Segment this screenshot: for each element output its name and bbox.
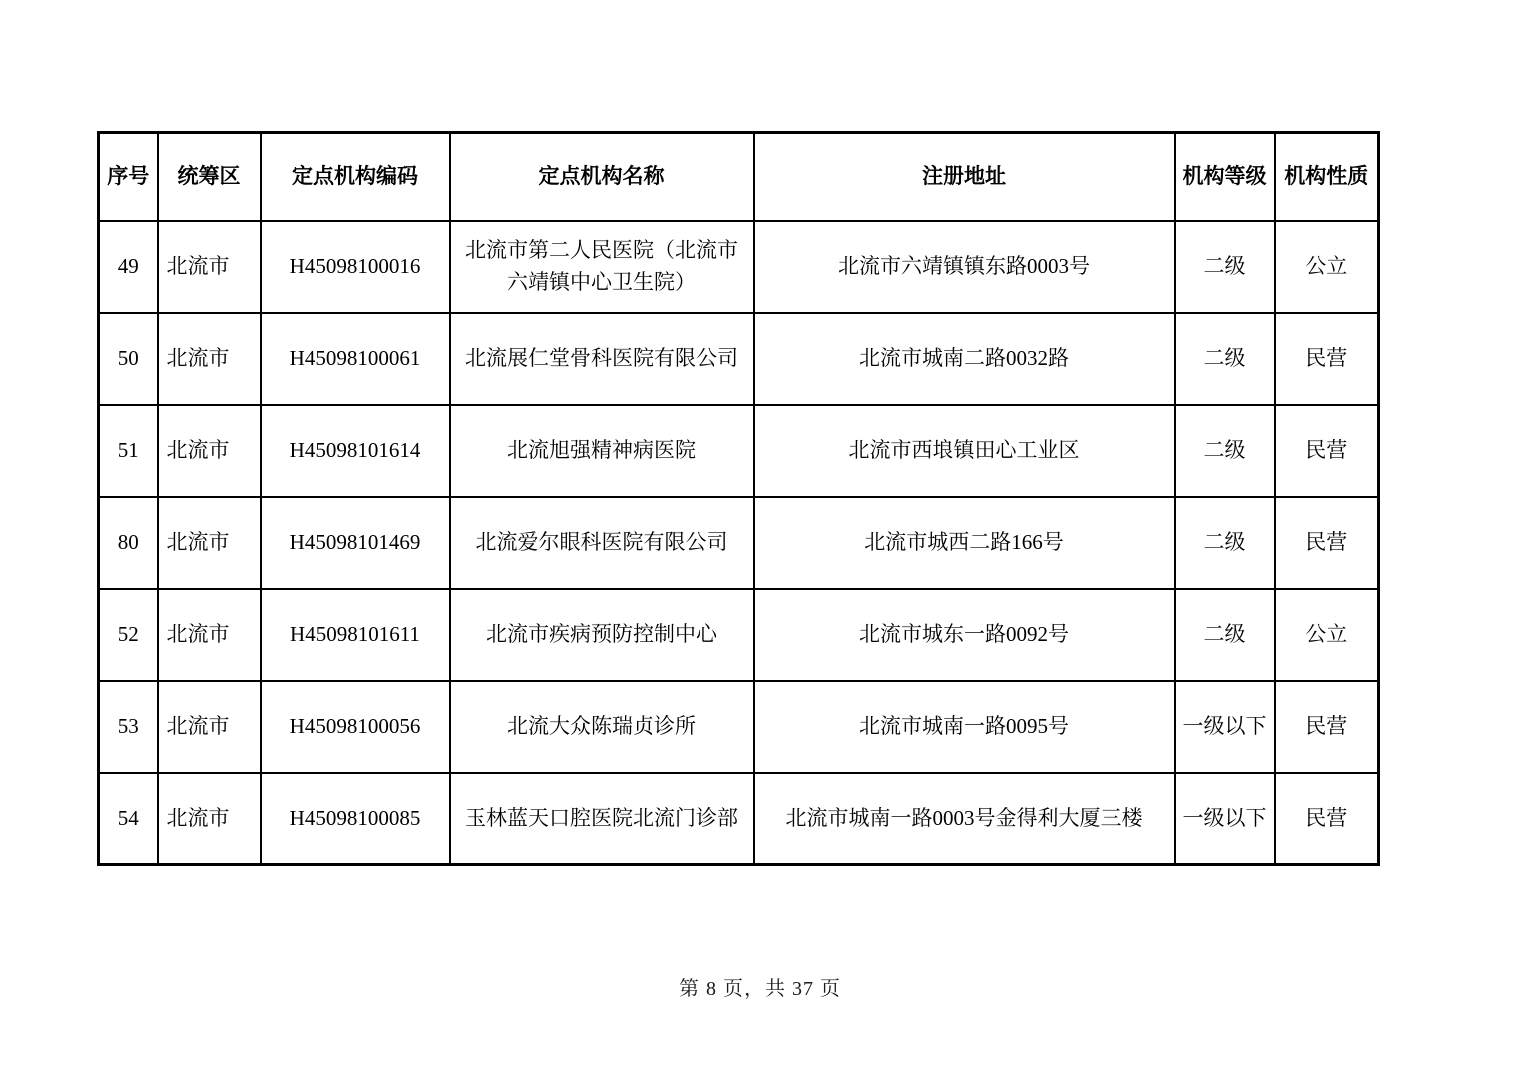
- cell-name: 北流市疾病预防控制中心: [450, 589, 754, 681]
- header-code: 定点机构编码: [261, 133, 450, 221]
- cell-level: 二级: [1175, 497, 1275, 589]
- cell-code: H45098100085: [261, 773, 450, 865]
- cell-code: H45098100061: [261, 313, 450, 405]
- cell-code: H45098101469: [261, 497, 450, 589]
- cell-seq: 52: [99, 589, 158, 681]
- cell-name: 北流大众陈瑞贞诊所: [450, 681, 754, 773]
- cell-code: H45098101611: [261, 589, 450, 681]
- header-name: 定点机构名称: [450, 133, 754, 221]
- cell-region: 北流市: [158, 313, 261, 405]
- cell-region: 北流市: [158, 681, 261, 773]
- table-row: [99, 589, 1379, 681]
- cell-region: 北流市: [158, 773, 261, 865]
- cell-nature: 民营: [1275, 405, 1379, 497]
- cell-address: 北流市城西二路166号: [754, 497, 1175, 589]
- header-level: 机构等级: [1175, 133, 1275, 221]
- cell-address: 北流市西埌镇田心工业区: [754, 405, 1175, 497]
- table-row: [99, 405, 1379, 497]
- cell-region: 北流市: [158, 589, 261, 681]
- cell-nature: 民营: [1275, 681, 1379, 773]
- cell-region: 北流市: [158, 221, 261, 313]
- cell-name: 北流旭强精神病医院: [450, 405, 754, 497]
- institutions-table: [97, 131, 1380, 866]
- cell-address: 北流市城南一路0003号金得利大厦三楼: [754, 773, 1175, 865]
- cell-level: 二级: [1175, 589, 1275, 681]
- cell-address: 北流市城东一路0092号: [754, 589, 1175, 681]
- cell-name: 北流市第二人民医院（北流市六靖镇中心卫生院）: [450, 221, 754, 313]
- cell-nature: 民营: [1275, 773, 1379, 865]
- table-row: [99, 681, 1379, 773]
- header-region: 统筹区: [158, 133, 261, 221]
- cell-seq: 49: [99, 221, 158, 313]
- cell-name: 北流展仁堂骨科医院有限公司: [450, 313, 754, 405]
- cell-address: 北流市六靖镇镇东路0003号: [754, 221, 1175, 313]
- cell-code: H45098100056: [261, 681, 450, 773]
- cell-seq: 54: [99, 773, 158, 865]
- table-row: [99, 313, 1379, 405]
- cell-level: 一级以下: [1175, 773, 1275, 865]
- cell-seq: 50: [99, 313, 158, 405]
- cell-address: 北流市城南一路0095号: [754, 681, 1175, 773]
- cell-nature: 公立: [1275, 221, 1379, 313]
- cell-nature: 民营: [1275, 313, 1379, 405]
- cell-nature: 公立: [1275, 589, 1379, 681]
- cell-seq: 80: [99, 497, 158, 589]
- table-row: [99, 773, 1379, 865]
- header-nature: 机构性质: [1275, 133, 1379, 221]
- cell-seq: 51: [99, 405, 158, 497]
- cell-level: 二级: [1175, 221, 1275, 313]
- cell-level: 一级以下: [1175, 681, 1275, 773]
- cell-code: H45098100016: [261, 221, 450, 313]
- cell-name: 北流爱尔眼科医院有限公司: [450, 497, 754, 589]
- page-number: 第 8 页，共 37 页: [679, 978, 841, 1000]
- cell-region: 北流市: [158, 405, 261, 497]
- cell-level: 二级: [1175, 313, 1275, 405]
- cell-code: H45098101614: [261, 405, 450, 497]
- cell-address: 北流市城南二路0032路: [754, 313, 1175, 405]
- cell-level: 二级: [1175, 405, 1275, 497]
- header-seq: 序号: [99, 133, 158, 221]
- cell-seq: 53: [99, 681, 158, 773]
- table-row: [99, 497, 1379, 589]
- cell-name: 玉林蓝天口腔医院北流门诊部: [450, 773, 754, 865]
- cell-nature: 民营: [1275, 497, 1379, 589]
- header-address: 注册地址: [754, 133, 1175, 221]
- table-row: [99, 221, 1379, 313]
- header-row: [99, 133, 1379, 221]
- cell-region: 北流市: [158, 497, 261, 589]
